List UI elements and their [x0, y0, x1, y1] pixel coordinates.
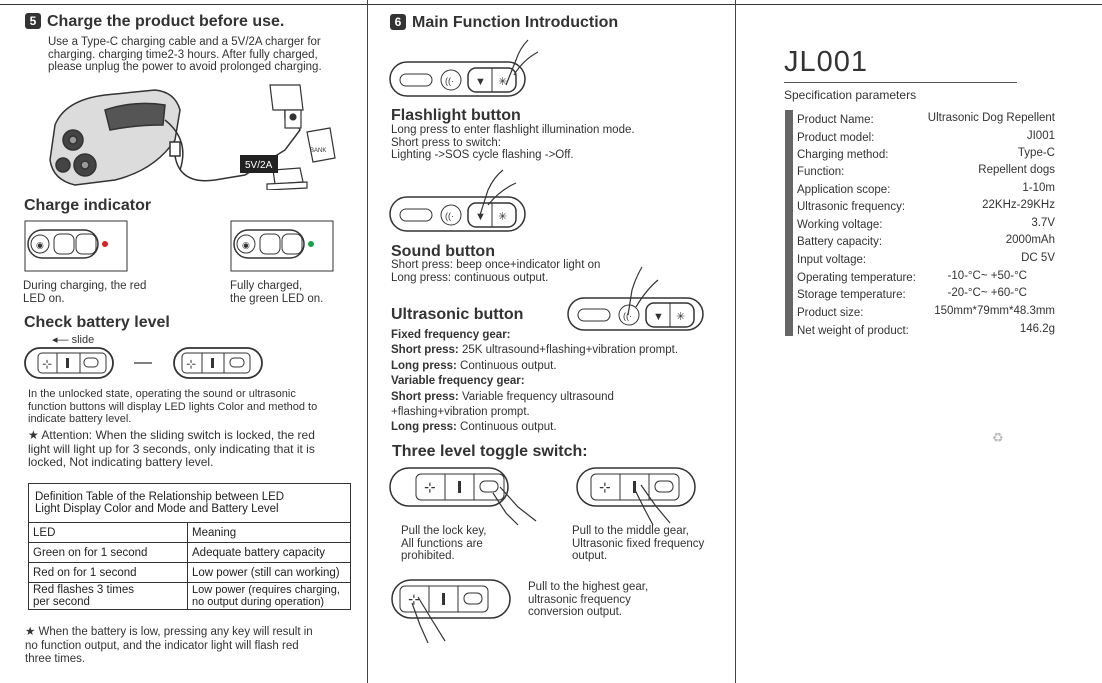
svg-text:((·: ((· — [445, 211, 454, 221]
dog-repeller-device-illustration — [50, 90, 183, 185]
charger-box-illustration — [240, 155, 278, 173]
spec-row: Net weight of product: 146.2g — [797, 323, 1055, 337]
ultrasonic-description: Fixed frequency gear: Short press: 25K ultrasound+flashing+vibration prompt. Long press: Continuous output. Variable frequency gear: Short press: Variable frequency ultrasound +flashing+vibration prompt. Long press: Continuous output. — [391, 329, 679, 434]
flashlight-description: Long press to enter flashlight illumination mode. Short press to switch: Lighting ->SOS cycle flashing ->Off. — [391, 124, 635, 161]
svg-text:✳: ✳ — [498, 211, 508, 223]
power-bank-illustration — [307, 128, 335, 162]
toggle-lock-illustration — [388, 465, 538, 527]
svg-text:✳: ✳ — [676, 311, 686, 323]
spec-row: Product Name: Ultrasonic Dog Repellent — [797, 112, 1055, 126]
indicator-green-illustration — [230, 220, 335, 272]
svg-text:▼: ▼ — [653, 311, 664, 323]
svg-text:⊹: ⊹ — [186, 357, 197, 371]
svg-text:((·: ((· — [623, 311, 632, 321]
spec-row: Operating temperature: -10-°C~ +50-°C — [797, 270, 1027, 284]
battery-description: In the unlocked state, operating the sound or ultrasonic function buttons will display LED lights Color and method to indicate battery level. — [28, 388, 318, 425]
sound-description: Short press: beep once+indicator light on Long press: continuous output. — [391, 259, 601, 284]
ultrasonic-button-illustration — [566, 265, 711, 333]
column-divider-2 — [735, 0, 736, 683]
spec-row: Battery capacity: 2000mAh — [797, 234, 1055, 248]
green-led — [308, 241, 314, 247]
low-battery-note: ★ When the battery is low, pressing any key will result in no function output, and the indicator light will flash red three times. — [25, 626, 313, 665]
toggle-high-caption: Pull to the highest gear, ultrasonic frequency conversion output. — [528, 581, 649, 618]
table-row: Red on for 1 second Low power (still can working) — [29, 563, 351, 583]
svg-text:5V/2A: 5V/2A — [245, 160, 273, 171]
section-6-number: 6 — [390, 14, 406, 30]
spec-row: Storage temperature: -20-°C~ +60-°C — [797, 287, 1027, 301]
table-caption-row: Definition Table of the Relationship between LED Light Display Color and Mode and Battery Level — [29, 484, 351, 523]
spec-row: Ultrasonic frequency: 22KHz-29KHz — [797, 199, 1055, 213]
toggle-switch-title: Three level toggle switch: — [392, 443, 588, 460]
toggle-lock-caption: Pull the lock key, All functions are prohibited. — [401, 525, 487, 562]
section-5-number: 5 — [25, 13, 41, 29]
table-row: Red flashes 3 times per second Low power (requires charging, no output during operation) — [29, 583, 351, 610]
svg-text:⊹: ⊹ — [408, 591, 420, 607]
column-divider-1 — [367, 0, 368, 683]
svg-text:▼: ▼ — [475, 211, 486, 223]
led-definition-table — [28, 483, 351, 610]
svg-text:⊹: ⊹ — [424, 479, 436, 495]
svg-text:▼: ▼ — [475, 76, 486, 88]
toggle-high-illustration — [390, 575, 525, 645]
charging-illustration — [45, 80, 345, 190]
model-title: JL001 — [784, 46, 869, 78]
battery-level-title: Check battery level — [24, 314, 170, 331]
slide-switch-illustration — [24, 345, 269, 381]
sound-title: Sound button — [391, 243, 495, 260]
charged-caption: Fully charged, the green LED on. — [230, 280, 324, 305]
red-led — [102, 241, 108, 247]
svg-text:BANK: BANK — [310, 148, 327, 154]
spec-row: Working voltage: 3.7V — [797, 217, 1055, 231]
spec-row: Function: Repellent dogs — [797, 164, 1055, 178]
section-5-title: 5 Charge the product before use. — [25, 13, 284, 31]
recycle-icon: ♻ — [992, 430, 1004, 445]
svg-text:⊹: ⊹ — [42, 357, 53, 371]
slide-label: ◂— slide — [52, 334, 95, 346]
title-underline — [784, 82, 1017, 83]
charging-caption: During charging, the red LED on. — [23, 280, 147, 305]
svg-text:✳: ✳ — [498, 76, 508, 88]
spec-side-bar — [785, 110, 793, 336]
spec-row: Charging method: Type-C — [797, 147, 1055, 161]
svg-text:◉: ◉ — [242, 240, 250, 250]
flashlight-button-illustration — [388, 30, 548, 105]
svg-text:((·: ((· — [445, 76, 454, 86]
toggle-middle-caption: Pull to the middle gear, Ultrasonic fixed frequency output. — [572, 525, 705, 562]
flashlight-title: Flashlight button — [391, 107, 521, 124]
svg-text:◉: ◉ — [36, 240, 44, 250]
spec-subtitle: Specification parameters — [784, 88, 917, 102]
toggle-middle-illustration — [575, 465, 725, 527]
spec-row: Product size: 150mm*79mm*48.3mm — [797, 305, 1055, 319]
section-6-title: 6 Main Function Introduction — [390, 14, 618, 32]
arrow-left-icon: ◂— — [52, 334, 69, 346]
charge-instructions: Use a Type-C charging cable and a 5V/2A charger for charging. charging time2-3 hours. After fully charged, please unplug the power to avoid prolonged charging. — [48, 36, 322, 73]
spec-row: Product model: JI001 — [797, 130, 1055, 144]
table-header-row: LED Meaning — [29, 523, 351, 543]
ultrasonic-title: Ultrasonic button — [391, 306, 524, 323]
spec-row: Input voltage: DC 5V — [797, 252, 1055, 266]
svg-text:⊹: ⊹ — [599, 479, 611, 495]
charge-indicator-title: Charge indicator — [24, 197, 152, 214]
sound-button-illustration — [388, 165, 548, 237]
wall-outlet-illustration — [270, 85, 303, 128]
indicator-red-illustration — [24, 220, 129, 272]
spec-row: Application scope: 1-10m — [797, 182, 1055, 196]
attention-note: ★ Attention: When the sliding switch is locked, the red light will light up for 3 seconds, only indicating that it is locked, Not indicating battery level. — [28, 428, 315, 469]
top-rule — [0, 4, 1102, 5]
table-row: Green on for 1 second Adequate battery capacity — [29, 543, 351, 563]
